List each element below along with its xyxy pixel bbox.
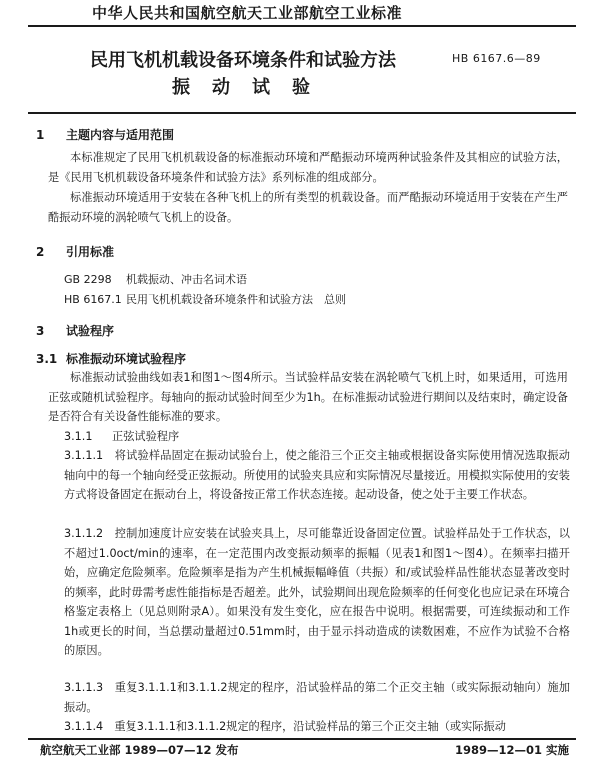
title-rule bbox=[28, 112, 576, 114]
reference-item bbox=[64, 271, 247, 287]
section-number: 1 bbox=[36, 128, 45, 142]
clause-title: 正弦试验程序 bbox=[112, 430, 180, 443]
reference-title: 民用飞机机载设备环境条件和试验方法 总则 bbox=[126, 293, 346, 306]
subsection-3-1-heading bbox=[36, 350, 186, 367]
subsection-3-1-paragraph: 标准振动试验曲线如表1和图1～图4所示。当试验样品安装在涡轮喷气飞机上时，如果适用，可选用正弦或随机试验程序。每轴向的振动试验时间至少为1h。在标准振动试验进行期间以及结束时，确定设备是否符合有关设备性能标准的要求。 bbox=[48, 371, 568, 423]
footer-rule bbox=[28, 738, 576, 740]
clause-text: 将试验样品固定在振动试验台上，使之能沿三个正交主轴或根据设备实际使用情况选取振动轴向中的每一个轴向经受正弦振动。所使用的试验夹具应和实际情况尽量接近。用模拟实际使用的安装方式将设备固定在振动台上，将设备按正常工作状态连接。起动设备，使之处于主要工作状态。 bbox=[64, 449, 570, 501]
section-title: 试验程序 bbox=[66, 324, 115, 338]
clause-number: 3.1.1.3 bbox=[64, 681, 104, 694]
standard-category-header: 中华人民共和国航空航天工业部航空工业标准 bbox=[92, 4, 403, 22]
clause-number: 3.1.1 bbox=[64, 430, 93, 443]
reference-code: HB 6167.1 bbox=[64, 293, 122, 306]
section-title: 引用标准 bbox=[66, 245, 115, 259]
clause-number: 3.1.1.2 bbox=[64, 527, 104, 540]
effective-date: 1989—12—01 实施 bbox=[455, 743, 570, 757]
clause-text: 控制加速度计应安装在试验夹具上，尽可能靠近设备固定位置。试验样品处于工作状态，以不超过1.0oct/min的速率，在一定范围内改变振动频率的振幅（见表1和图1～图4）。在频率扫描开始，应确定危险频率。危险频率是指为产生机械振幅峰值（共振）和/或试验样品性能状态显著改变时的频率，此时毋需考虑性能指标是否超差。此外，试验期间出现危险频率的任何变化也应记录在环境合格鉴定表格上（见总则附录A）。如果没有发生变化，应在报告中说明。根据需要，可连续振动和工作1h或更长的时间，当总摆动量超过0.51mm时，由于显示抖动造成的读数困难，不应作为试验不合格的原因。 bbox=[64, 527, 570, 657]
reference-code: GB 2298 bbox=[64, 273, 112, 286]
issue-date: 航空航天工业部 1989—07—12 发布 bbox=[40, 743, 239, 757]
section-number: 2 bbox=[36, 245, 45, 259]
clause-text: 重复3.1.1.1和3.1.1.2规定的程序，沿试验样品的第二个正交主轴（或实际振动轴向）施加振动。 bbox=[64, 681, 570, 714]
clause-3-1-1-2 bbox=[64, 524, 570, 661]
header-rule bbox=[28, 25, 576, 27]
section-1-heading bbox=[36, 126, 174, 143]
section-number: 3 bbox=[36, 324, 45, 338]
clause-3-1-1-1 bbox=[64, 446, 570, 505]
section-3-heading bbox=[36, 322, 114, 339]
section-title: 主题内容与适用范围 bbox=[66, 128, 175, 142]
clause-3-1-1-4 bbox=[64, 717, 570, 736]
clause-text: 重复3.1.1.1和3.1.1.2规定的程序，沿试验样品的第三个正交主轴（或实际振动 bbox=[114, 720, 506, 733]
reference-title: 机载振动、冲击名词术语 bbox=[126, 273, 247, 286]
section-2-heading bbox=[36, 243, 114, 260]
standard-number: HB 6167.6—89 bbox=[452, 52, 541, 65]
document-subtitle: 振动试验 bbox=[172, 77, 332, 98]
clause-number: 3.1.1.1 bbox=[64, 449, 104, 462]
document-title: 民用飞机机载设备环境条件和试验方法 bbox=[90, 50, 396, 71]
subsection-title: 标准振动环境试验程序 bbox=[66, 352, 187, 366]
section-1-paragraph-2: 标准振动环境适用于安装在各种飞机上的所有类型的机载设备。而严酷振动环境适用于安装在产生严酷振动环境的涡轮喷气飞机上的设备。 bbox=[48, 191, 568, 224]
subsection-number: 3.1 bbox=[36, 352, 58, 366]
clause-number: 3.1.1.4 bbox=[64, 720, 104, 733]
section-1-paragraph-1: 本标准规定了民用飞机机载设备的标准振动环境和严酷振动环境两种试验条件及其相应的试验方法，是《民用飞机机载设备环境条件和试验方法》系列标准的组成部分。 bbox=[48, 151, 568, 184]
clause-3-1-1-3 bbox=[64, 678, 570, 717]
clause-3-1-1-heading bbox=[64, 428, 179, 444]
reference-item bbox=[64, 291, 346, 307]
